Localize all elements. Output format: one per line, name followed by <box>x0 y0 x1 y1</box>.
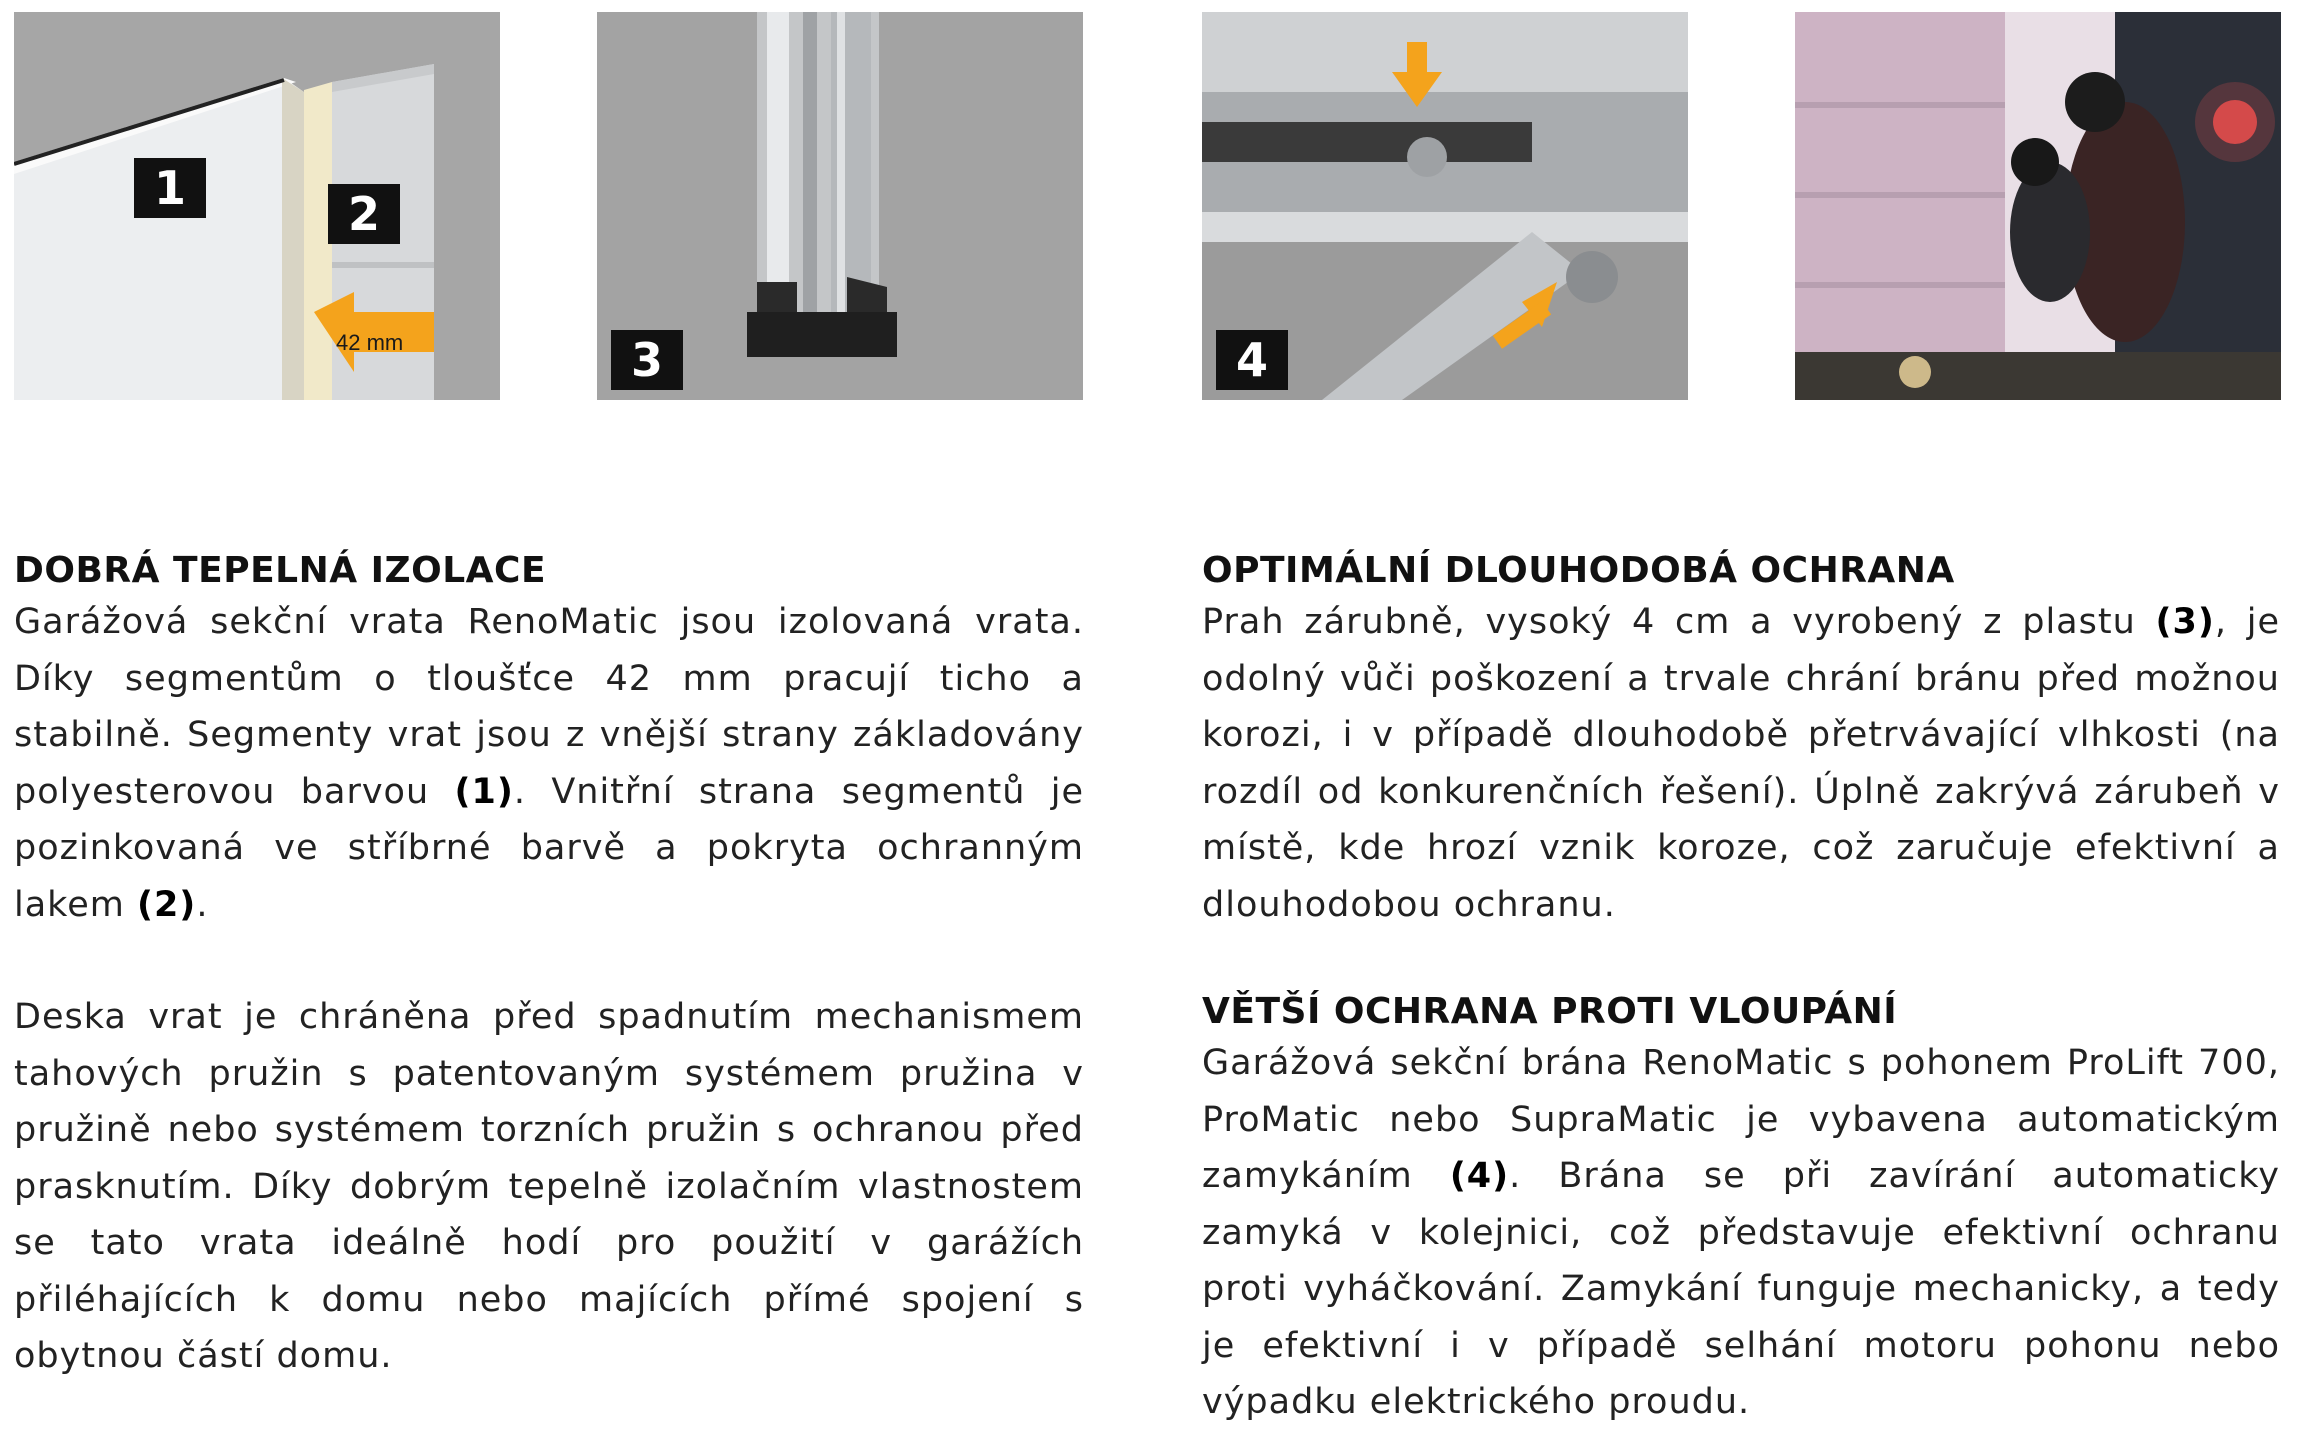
thickness-label: 42 mm <box>336 330 404 355</box>
text-part: , je odolný vůči poškození a trvale chrání bránu před možnou korozi, i v případě dlouhodobě přetrvávající vlhkosti (na rozdíl od konkurenčních řešení). Úplně zakrývá zárubeň v místě, kde hrozí vznik koroze, což zaručuje efektivní a dlouhodobou ochranu. <box>1202 602 2280 925</box>
photo-panel-insulation <box>14 12 500 400</box>
badge-2: 2 <box>328 184 400 244</box>
panel-illustration <box>14 12 500 400</box>
spacer <box>14 933 1084 989</box>
paragraph-locking <box>1202 1035 2280 1431</box>
heading-long-term-protection: OPTIMÁLNÍ DLOUHODOBÁ OCHRANA <box>1202 550 1955 591</box>
heading-thermal-insulation: DOBRÁ TEPELNÁ IZOLACE <box>14 550 547 591</box>
text-part: Prah zárubně, vysoký 4 cm a vyrobený z plastu <box>1202 602 2156 642</box>
text-part: . Brána se při zavírání automaticky zamyká v kolejnici, což představuje efektivní ochranu proti vyháčkování. Zamykání funguje mechanicky, a tedy je efektivní i v případě selhání motoru pohonu nebo výpadku elektrického proudu. <box>1202 1156 2280 1422</box>
badge-4: 4 <box>1216 330 1288 390</box>
ref-1: (1) <box>454 771 514 812</box>
right-column <box>1202 548 2280 1431</box>
text-part: Garážová sekční vrata RenoMatic jsou izolovaná vrata. Díky segmentům o tloušťce 42 mm pracují ticho a stabilně. Segmenty vrat jsou z vnější strany základovány polyesterovou barvou <box>14 602 1084 812</box>
photo-burglary <box>1795 12 2281 400</box>
heading-burglary-protection: VĚTŠÍ OCHRANA PROTI VLOUPÁNÍ <box>1202 991 1898 1032</box>
photo-locking-mechanism <box>1202 12 1688 400</box>
text-part: Garážová sekční brána RenoMatic s pohonem ProLift 700, ProMatic nebo SupraMatic je vybavena automatickým zamykáním <box>1202 1043 2280 1196</box>
paragraph-springs: Deska vrat je chráněna před spadnutím mechanismem tahových pružin s patentovaným systémem pružina v pružině nebo systémem torzních pružin s ochranou před prasknutím. Díky dobrým tepelně izolačním vlastnostem se tato vrata ideálně hodí pro použití v garážích přiléhajících k domu nebo majících přímé spojení s obytnou částí domu. <box>14 997 1084 1376</box>
burglary-illustration <box>1795 12 2281 400</box>
ref-2: (2) <box>136 884 197 925</box>
text-part: . <box>196 884 209 925</box>
ref-4: (4) <box>1449 1156 1510 1196</box>
paragraph-threshold <box>1202 594 2280 933</box>
paragraph-insulation <box>14 594 1084 933</box>
badge-3: 3 <box>611 330 683 390</box>
badge-1: 1 <box>134 158 206 218</box>
text-part: . Vnitřní strana segmentů je pozinkovaná ve stříbrné barvě a pokryta ochranným lakem <box>14 771 1084 925</box>
photo-threshold <box>597 12 1083 400</box>
ref-3: (3) <box>2155 602 2215 642</box>
left-column <box>14 548 1084 1385</box>
spacer <box>1202 933 2280 989</box>
